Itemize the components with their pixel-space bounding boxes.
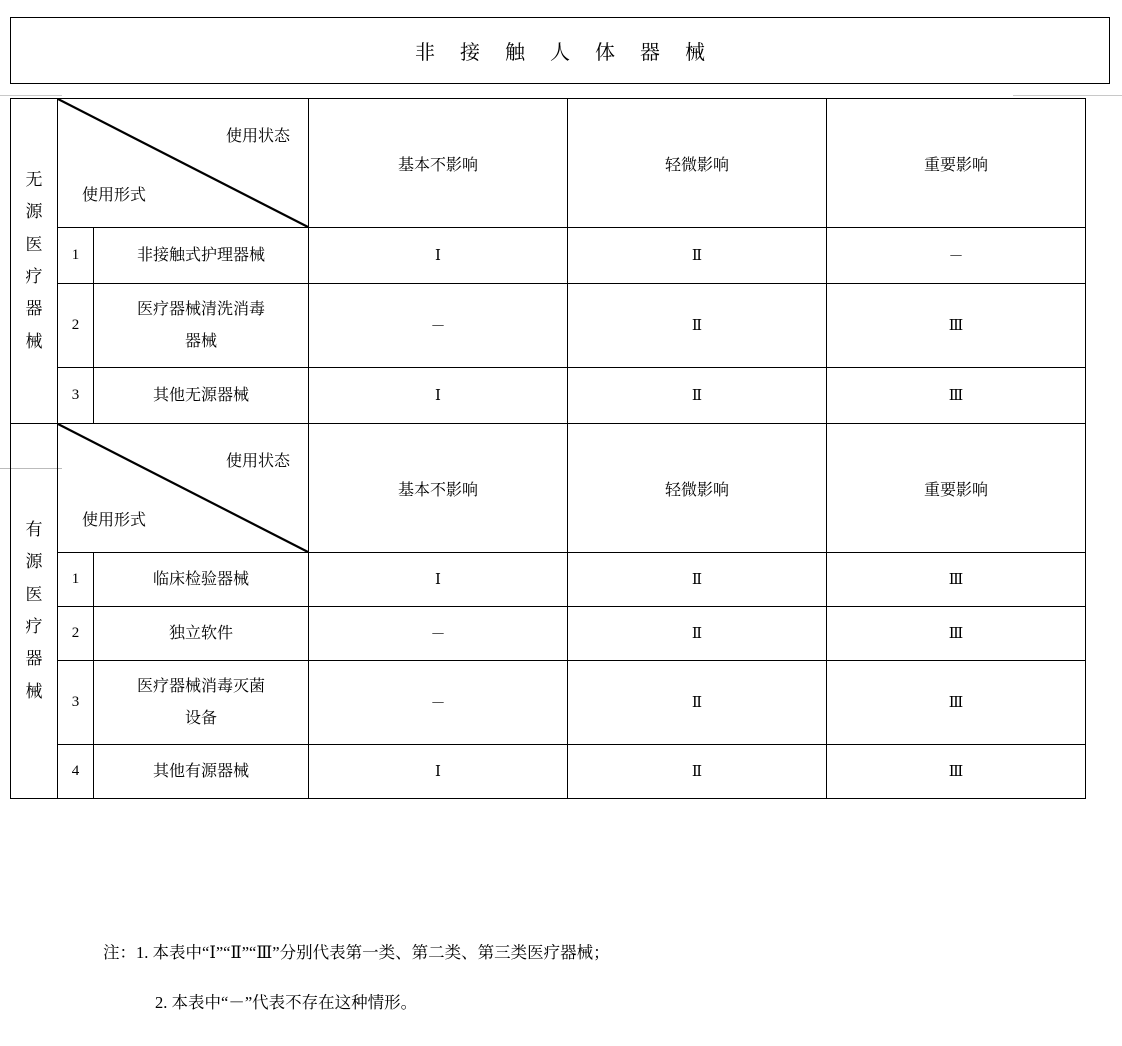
row-number: 4 bbox=[58, 745, 94, 799]
category-char: 有 bbox=[25, 520, 43, 540]
row-value: Ⅲ bbox=[827, 368, 1086, 424]
table-row bbox=[11, 661, 1086, 745]
column-header: 轻微影响 bbox=[568, 99, 827, 228]
row-value: － bbox=[827, 228, 1086, 284]
row-value: Ⅱ bbox=[568, 607, 827, 661]
table-row bbox=[11, 99, 1086, 228]
row-name-line: 医疗器械消毒灭菌 bbox=[136, 678, 265, 696]
row-number: 3 bbox=[58, 661, 94, 745]
table-row bbox=[11, 228, 1086, 284]
row-value: － bbox=[309, 607, 568, 661]
category-char: 医 bbox=[25, 234, 43, 254]
row-value: Ⅱ bbox=[568, 228, 827, 284]
page-edge-rule-left bbox=[0, 95, 62, 96]
row-value: Ⅲ bbox=[827, 284, 1086, 368]
diagonal-line-icon bbox=[58, 424, 308, 552]
row-number: 3 bbox=[58, 368, 94, 424]
row-name: 独立软件 bbox=[94, 607, 309, 661]
row-name bbox=[94, 661, 309, 745]
column-header: 基本不影响 bbox=[309, 99, 568, 228]
page-edge-rule-right bbox=[1013, 95, 1122, 96]
column-header: 重要影响 bbox=[827, 424, 1086, 553]
row-value: Ⅰ bbox=[309, 553, 568, 607]
row-name bbox=[94, 284, 309, 368]
category-char: 械 bbox=[25, 331, 43, 351]
category-char: 械 bbox=[25, 681, 43, 701]
row-number: 2 bbox=[58, 284, 94, 368]
row-value: Ⅱ bbox=[568, 368, 827, 424]
category-char: 医 bbox=[25, 584, 43, 604]
note-item: 2. 本表中“－”代表不存在这种情形。 bbox=[155, 993, 418, 1013]
table-row bbox=[11, 424, 1086, 553]
row-name: 非接触式护理器械 bbox=[94, 228, 309, 284]
category-char: 疗 bbox=[25, 617, 43, 636]
category-char: 器 bbox=[25, 649, 43, 669]
table-row bbox=[11, 284, 1086, 368]
row-number: 1 bbox=[58, 553, 94, 607]
page-title: 非 接 触 人 体 器 械 bbox=[415, 42, 715, 64]
category-char: 疗 bbox=[25, 267, 43, 286]
diagonal-header-top-label: 使用状态 bbox=[225, 128, 290, 145]
category-label-active bbox=[11, 424, 58, 799]
row-value: Ⅲ bbox=[827, 553, 1086, 607]
row-value: Ⅱ bbox=[568, 745, 827, 799]
table-row bbox=[11, 553, 1086, 607]
column-header: 轻微影响 bbox=[568, 424, 827, 553]
category-char: 无 bbox=[25, 170, 43, 190]
diagonal-header-top-label: 使用状态 bbox=[225, 453, 290, 470]
category-label-passive bbox=[11, 99, 58, 424]
row-value: Ⅰ bbox=[309, 368, 568, 424]
category-char: 器 bbox=[25, 299, 43, 319]
row-value: － bbox=[309, 284, 568, 368]
row-name: 临床检验器械 bbox=[94, 553, 309, 607]
row-number: 2 bbox=[58, 607, 94, 661]
row-value: － bbox=[309, 661, 568, 745]
note-item: 注：1. 本表中“Ⅰ”“Ⅱ”“Ⅲ”分别代表第一类、第二类、第三类医疗器械； bbox=[103, 943, 610, 962]
classification-table bbox=[10, 98, 1086, 799]
row-value: Ⅰ bbox=[309, 745, 568, 799]
row-value: Ⅲ bbox=[827, 745, 1086, 799]
diagonal-header-cell bbox=[58, 424, 309, 553]
category-char: 源 bbox=[25, 202, 43, 222]
column-header: 重要影响 bbox=[827, 99, 1086, 228]
diagonal-header-cell bbox=[58, 99, 309, 228]
row-number: 1 bbox=[58, 228, 94, 284]
column-header: 基本不影响 bbox=[309, 424, 568, 553]
row-value: Ⅲ bbox=[827, 607, 1086, 661]
row-value: Ⅱ bbox=[568, 284, 827, 368]
category-char: 源 bbox=[25, 552, 43, 572]
row-value: Ⅱ bbox=[568, 661, 827, 745]
diagonal-header-bottom-label: 使用形式 bbox=[82, 512, 147, 529]
row-name-line: 器械 bbox=[184, 332, 217, 350]
row-value: Ⅲ bbox=[827, 661, 1086, 745]
diagonal-line-icon bbox=[58, 99, 308, 227]
row-value: Ⅰ bbox=[309, 228, 568, 284]
table-row bbox=[11, 368, 1086, 424]
row-name-line: 医疗器械清洗消毒 bbox=[136, 301, 265, 319]
table-row bbox=[11, 745, 1086, 799]
diagonal-header-bottom-label: 使用形式 bbox=[82, 187, 147, 204]
row-name: 其他有源器械 bbox=[94, 745, 309, 799]
table-row bbox=[11, 607, 1086, 661]
title-banner bbox=[10, 17, 1110, 84]
row-name-line: 设备 bbox=[184, 709, 217, 727]
row-name: 其他无源器械 bbox=[94, 368, 309, 424]
table-notes bbox=[0, 940, 1122, 1041]
row-value: Ⅱ bbox=[568, 553, 827, 607]
